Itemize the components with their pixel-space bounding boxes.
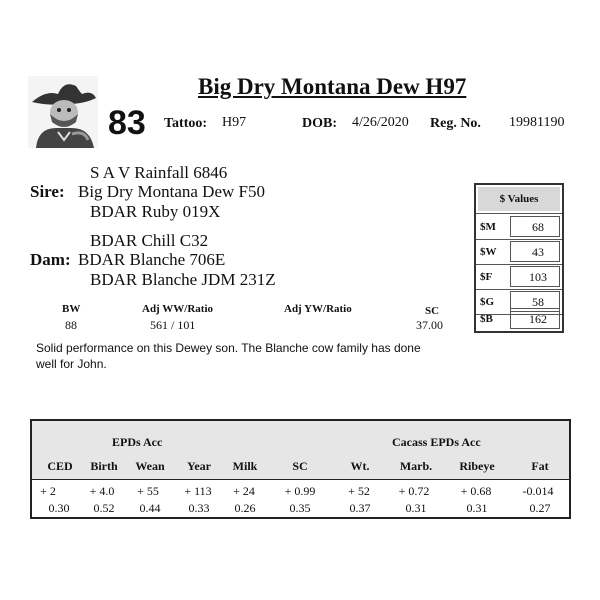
dob-value: 4/26/2020 [352,115,409,130]
dollar-value-row [476,215,562,239]
bw-label: BW [62,303,81,315]
dollar-value-number: 162 [529,312,547,326]
epd-accuracy: 0.44 [139,501,161,515]
dollar-value-row [476,307,562,331]
epd-column-header: CED [47,459,73,473]
epd-header-divider [32,479,569,480]
dollar-value-row [476,265,562,289]
cowboy-portrait-icon [28,76,98,148]
carcass-epd-group-label: Cacass EPDs Acc [392,435,481,449]
epd-accuracy: 0.31 [405,501,427,515]
epd-column-header: Year [187,459,211,473]
epd-column-header: Marb. [399,459,433,473]
epd-accuracy: 0.27 [529,501,551,515]
reg-value: 19981190 [509,115,565,130]
epd-column-header: Wt. [350,459,370,473]
epd-value: + 55 [137,484,159,498]
comment-text: Solid performance on this Dewey son. The Blanche cow family has done well for John. [36,341,421,371]
dob-label: DOB: [302,116,337,131]
tattoo-label: Tattoo: [164,116,208,131]
dollar-value-row [476,240,562,264]
ww-label: Adj WW/Ratio [142,303,213,315]
dollar-value-number: 43 [532,245,544,259]
dollar-value-label: $M [480,221,496,233]
divider [476,213,562,214]
epd-accuracy: 0.26 [234,501,256,515]
sc-label: SC [425,305,440,317]
epd-value: + 52 [348,484,370,498]
epd-accuracy: 0.35 [289,501,311,515]
dollar-values-box [474,183,564,333]
epd-column-header: Wean [135,459,165,473]
tattoo-value: H97 [222,115,247,130]
epd-accuracy: 0.31 [466,501,488,515]
epd-value: + 0.99 [284,484,316,498]
sire-sire: S A V Rainfall 6846 [90,163,228,182]
bw-value: 88 [65,318,77,332]
epd-accuracy: 0.33 [188,501,210,515]
sc-value: 37.00 [416,318,443,332]
dollar-value-label: $G [480,296,495,308]
epd-value: + 0.68 [460,484,492,498]
dam-dam: BDAR Blanche JDM 231Z [90,270,276,289]
epd-value: -0.014 [522,484,554,498]
epd-value: + 113 [184,484,212,498]
epd-column-header: Milk [232,459,258,473]
dollar-value-label: $F [480,271,493,283]
epd-column-header: Birth [90,459,118,473]
animal-name-title: Big Dry Montana Dew H97 [198,74,467,99]
dollar-value-number: 58 [532,295,544,309]
lot-number: 83 [108,104,146,142]
ww-value: 561 / 101 [150,318,196,332]
dollar-value-number: 68 [532,220,544,234]
epd-column-header: Ribeye [459,459,495,473]
yw-label: Adj YW/Ratio [284,303,352,315]
epd-group-label: EPDs Acc [112,435,163,449]
epd-value: + 0.72 [398,484,430,498]
dam-name: BDAR Blanche 706E [78,250,226,269]
dam-sire: BDAR Chill C32 [90,231,209,250]
dollar-value-label: $W [480,246,497,258]
epd-column-header: SC [292,459,308,473]
epd-accuracy: 0.37 [349,501,371,515]
epd-value: + 2 [40,484,56,498]
dollar-value-label: $B [480,313,493,325]
sire-dam: BDAR Ruby 019X [90,202,221,221]
dollar-value-number: 103 [529,270,547,284]
epd-value: + 4.0 [89,484,115,498]
epd-accuracy: 0.52 [93,501,115,515]
epd-accuracy: 0.30 [48,501,70,515]
sire-name: Big Dry Montana Dew F50 [78,182,265,201]
sire-label: Sire: [30,182,65,201]
dam-label: Dam: [30,250,71,269]
epd-table [30,419,571,519]
dollar-values-header: $ Values [478,187,560,211]
epd-value: + 24 [233,484,255,498]
reg-label: Reg. No. [430,116,481,131]
epd-column-header: Fat [531,459,549,473]
